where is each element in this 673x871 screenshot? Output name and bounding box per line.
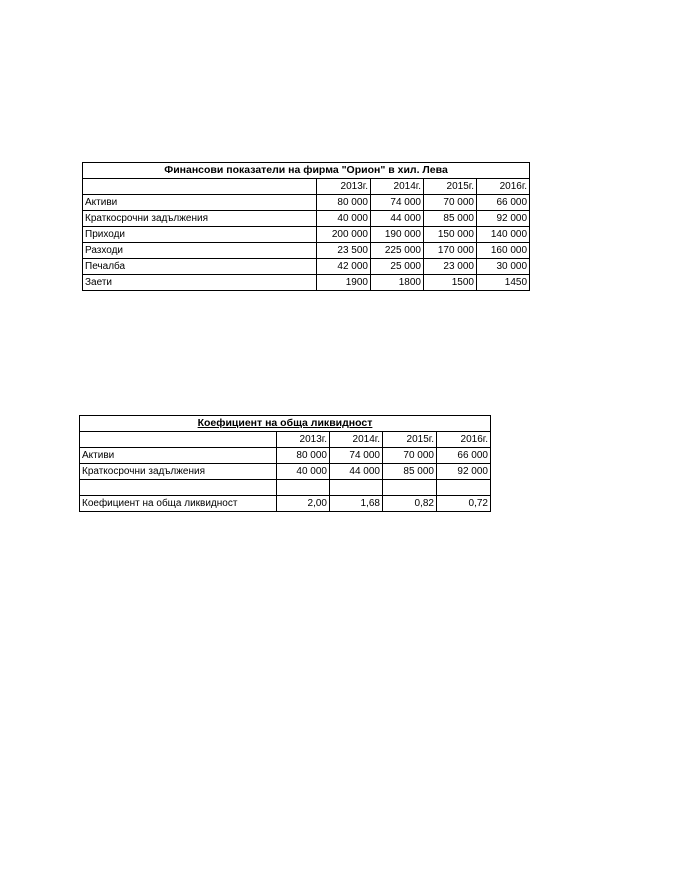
cell-value: 1,68 — [330, 496, 383, 512]
row-label: Активи — [83, 195, 317, 211]
row-label: Приходи — [83, 227, 317, 243]
cell-value: 92 000 — [477, 211, 530, 227]
cell-value: 200 000 — [317, 227, 371, 243]
year-header: 2014г. — [371, 179, 424, 195]
result-row — [80, 496, 491, 512]
table-row — [83, 259, 530, 275]
year-header-row — [83, 179, 530, 195]
row-label: Печалба — [83, 259, 317, 275]
cell-value: 0,82 — [383, 496, 437, 512]
year-header: 2015г. — [383, 432, 437, 448]
row-label: Разходи — [83, 243, 317, 259]
cell-value: 70 000 — [424, 195, 477, 211]
cell-value: 2,00 — [277, 496, 330, 512]
cell-value: 0,72 — [437, 496, 491, 512]
row-label: Заети — [83, 275, 317, 291]
cell-value: 170 000 — [424, 243, 477, 259]
table-row — [80, 464, 491, 480]
empty-row — [80, 480, 491, 496]
empty-header-cell — [83, 179, 317, 195]
liquidity-ratio-table — [79, 415, 491, 512]
cell-value: 80 000 — [277, 448, 330, 464]
cell-value: 190 000 — [371, 227, 424, 243]
cell-value: 160 000 — [477, 243, 530, 259]
cell-value: 25 000 — [371, 259, 424, 275]
row-label: Краткосрочни задължения — [80, 464, 277, 480]
cell-value: 85 000 — [383, 464, 437, 480]
table-title-text: Коефициент на обща ликвидност — [197, 417, 373, 429]
cell-value: 80 000 — [317, 195, 371, 211]
cell-value: 40 000 — [277, 464, 330, 480]
year-header: 2016г. — [437, 432, 491, 448]
cell-value: 66 000 — [437, 448, 491, 464]
cell-value: 225 000 — [371, 243, 424, 259]
table-row — [83, 195, 530, 211]
table-title-row — [80, 416, 491, 432]
empty-cell — [437, 480, 491, 496]
cell-value: 140 000 — [477, 227, 530, 243]
cell-value: 1500 — [424, 275, 477, 291]
cell-value: 30 000 — [477, 259, 530, 275]
cell-value: 23 500 — [317, 243, 371, 259]
cell-value: 70 000 — [383, 448, 437, 464]
table-row — [83, 211, 530, 227]
cell-value: 66 000 — [477, 195, 530, 211]
financial-indicators-table — [82, 162, 530, 291]
year-header-row — [80, 432, 491, 448]
cell-value: 74 000 — [330, 448, 383, 464]
table-row — [83, 227, 530, 243]
table-row — [83, 275, 530, 291]
cell-value: 1800 — [371, 275, 424, 291]
empty-cell — [383, 480, 437, 496]
cell-value: 1900 — [317, 275, 371, 291]
year-header: 2015г. — [424, 179, 477, 195]
year-header: 2016г. — [477, 179, 530, 195]
cell-value: 40 000 — [317, 211, 371, 227]
cell-value: 44 000 — [371, 211, 424, 227]
row-label: Коефициент на обща ликвидност — [80, 496, 277, 512]
table-row — [83, 243, 530, 259]
table-title — [80, 416, 491, 432]
cell-value: 150 000 — [424, 227, 477, 243]
table-title: Финансови показатели на фирма "Орион" в хил. Лева — [83, 163, 530, 179]
empty-cell — [277, 480, 330, 496]
table-title-row — [83, 163, 530, 179]
row-label: Краткосрочни задължения — [83, 211, 317, 227]
cell-value: 42 000 — [317, 259, 371, 275]
cell-value: 1450 — [477, 275, 530, 291]
year-header: 2013г. — [317, 179, 371, 195]
cell-value: 74 000 — [371, 195, 424, 211]
empty-cell — [80, 480, 277, 496]
cell-value: 85 000 — [424, 211, 477, 227]
empty-cell — [330, 480, 383, 496]
year-header: 2013г. — [277, 432, 330, 448]
table-row — [80, 448, 491, 464]
cell-value: 44 000 — [330, 464, 383, 480]
year-header: 2014г. — [330, 432, 383, 448]
cell-value: 23 000 — [424, 259, 477, 275]
row-label: Активи — [80, 448, 277, 464]
cell-value: 92 000 — [437, 464, 491, 480]
empty-header-cell — [80, 432, 277, 448]
